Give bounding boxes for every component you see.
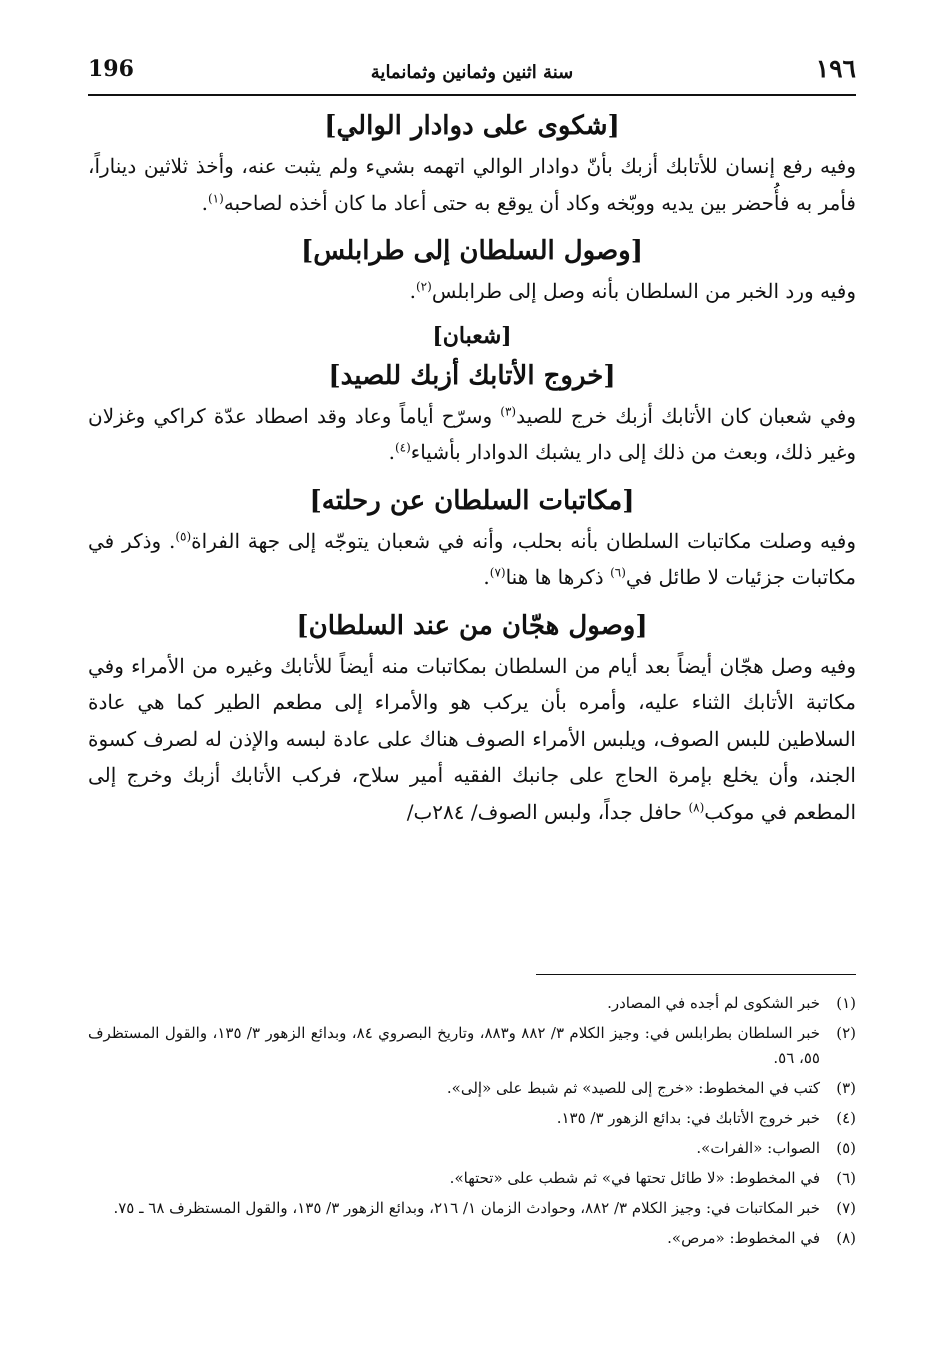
footnote: (٥) الصواب: «الفرات».	[696, 1139, 856, 1157]
footnote-ref: (٨)	[688, 799, 705, 814]
page-header	[88, 48, 856, 96]
section-heading: [مكاتبات السلطان عن رحلته]	[309, 485, 635, 516]
footnote-ref: (٧)	[489, 565, 506, 580]
footnote: (٨) في المخطوط: «مرص».	[667, 1229, 856, 1247]
footnote: (٤) خبر خروج الأتابك في: بدائع الزهور ٣/ ١٣٥.	[556, 1109, 856, 1127]
footnote-ref: (٣)	[500, 403, 517, 418]
page	[88, 40, 856, 1350]
footnote-ref: (٥)	[175, 528, 192, 543]
footnote-ref: (١)	[207, 190, 224, 205]
footnote-ref: (٦)	[610, 565, 626, 580]
footnote: (٣) كتب في المخطوط: «خرج إلى للصيد» ثم شبط على «إلى».	[446, 1079, 856, 1097]
footnotes	[88, 974, 856, 1256]
footnote: (٦) في المخطوط: «لا طائل تحتها في» ثم شطب على «تحتها».	[449, 1169, 856, 1187]
section-paragraph: وفيه وصلت مكاتبات السلطان بأنه بحلب، وأنه في شعبان يتوجّه إلى جهة الفراة$^{(٥)}$. وذكر في مكاتبات جزئيات لا طائل في$^{(٦)}$ ذكرها ها هنا$^{(٧)}$.	[88, 528, 856, 589]
main-text	[88, 104, 856, 838]
section-heading: [وصول هجّان من عند السلطان]	[296, 610, 648, 641]
footnote: (١) خبر الشكوى لم أجده في المصادر.	[607, 994, 856, 1012]
section-heading: [شكوى على دوادار الوالي]	[324, 111, 620, 141]
section-paragraph: وفيه رفع إنسان للأتابك أزبك بأنّ دوادار الوالي اتهمه بشيء ولم يثبت عنه، وأخذ ثلاثين ديناراً، فأمر به فأُحضر بين يديه ووبّخه وكاد أن يوقع به حتى أعاد ما كان أخذه لصاحبه$^{(١)}$.	[88, 154, 856, 215]
section-heading: [وصول السلطان إلى طرابلس]	[300, 236, 644, 266]
section-paragraph: وفيه وصل هجّان أيضاً بعد أيام من السلطان بمكاتبات منه أيضاً للأتابك وغيره من الأمراء وفي مكاتبة الأتابك الثناء عليه، وأمره بأن يركب هو والأمراء إلى مطعم الطير كما هي عادة السلاطين للبس الصوف، ويلبس الأمراء الصوف هناك على عادة لبسه والإذن له لصرف كسوة الجند، وأن يخلع بإمرة الحاج على جانبك الفقيه أمير سلاح، فركب الأتابك أزبك وخرج إلى المطعم في موكب$^{(٨)}$ حافل جداً، ولبس الصوف/ ٢٨٤ب/	[88, 653, 856, 824]
page-number-arabic: ١٩٦	[815, 54, 856, 83]
footnote-separator	[536, 974, 856, 975]
section-paragraph: وفي شعبان كان الأتابك أزبك خرج للصيد$^{(٣)}$ وسرّح أياماً وعاد وقد اصطاد عدّة كراكي وغزلان وغير ذلك، وبعث من ذلك إلى دار يشبك الدوادار بأشياء$^{(٤)}$.	[88, 403, 856, 464]
section-heading: [خروج الأتابك أزبك للصيد]	[328, 360, 616, 391]
running-title: سنة اثنين وثمانين وثمانماية	[370, 62, 574, 83]
month-heading: [شعبان]	[432, 322, 512, 349]
page-number-latin: 196	[88, 56, 134, 82]
section-paragraph: وفيه ورد الخبر من السلطان بأنه وصل إلى طرابلس$^{(٢)}$.	[409, 279, 856, 303]
footnote: (٢) خبر السلطان بطرابلس في: وجيز الكلام ٣/ ٨٨٢ و٨٨٣، وتاريخ البصروي ٨٤، وبدائع الزهور ٣/ ١٣٥، والقول المستظرف ٥٥، ٥٦.	[88, 1024, 856, 1067]
footnote: (٧) خبر المكاتبات في: وجيز الكلام ٣/ ٨٨٢، وحوادث الزمان ١/ ٢١٦، وبدائع الزهور ٣/ ١٣٥، والقول المستظرف ٦٨ ـ ٧٥.	[113, 1199, 856, 1217]
footnote-ref: (٢)	[415, 279, 432, 294]
footnote-ref: (٤)	[394, 440, 411, 455]
